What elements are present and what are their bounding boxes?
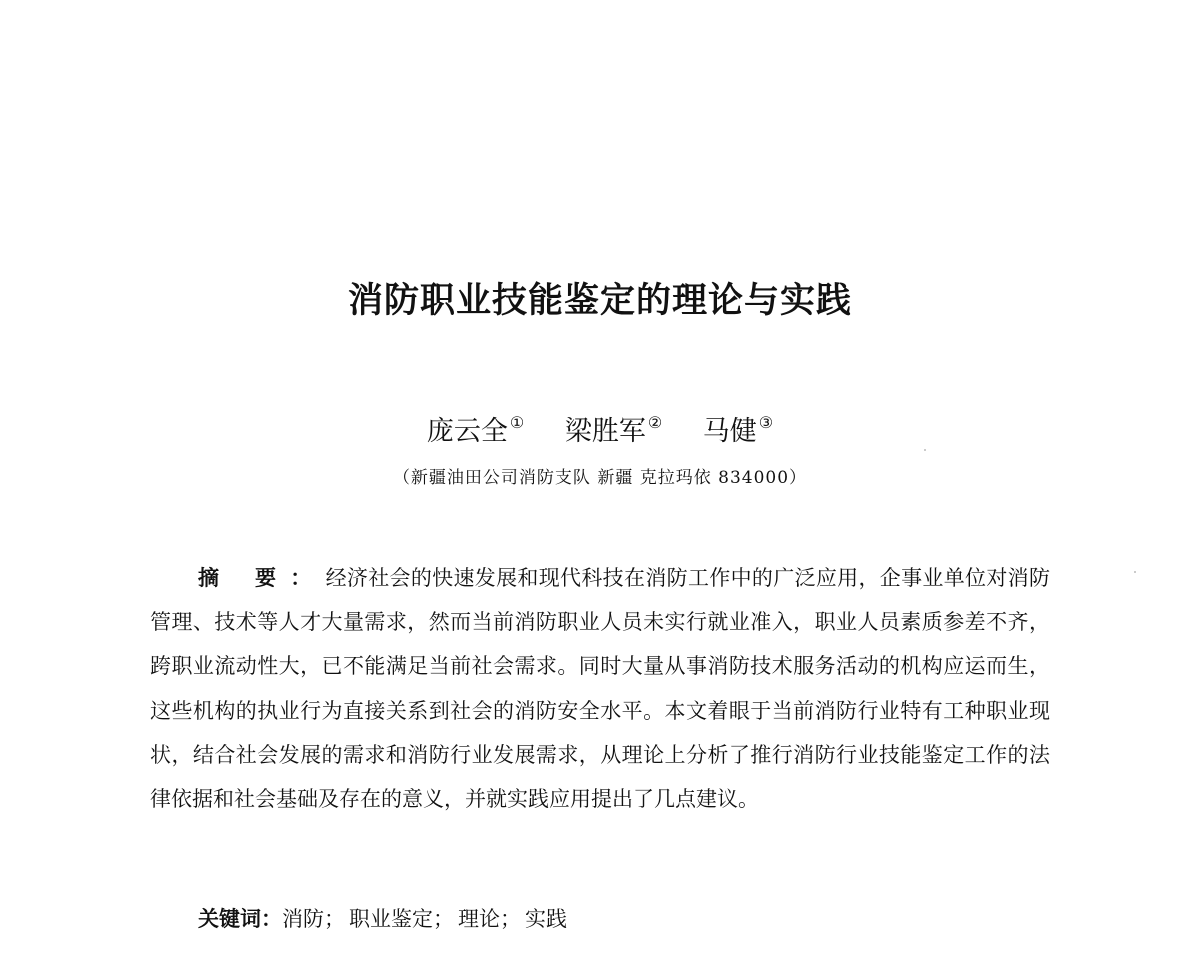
keyword-item: 实践 (525, 907, 567, 931)
keyword-item: 职业鉴定； (349, 907, 454, 931)
author-2 (565, 403, 662, 452)
paper-title: 消防职业技能鉴定的理论与实践 (347, 281, 852, 321)
abstract-text: 经济社会的快速发展和现代科技在消防工作中的广泛应用，企事业单位对消防管理、技术等人才大量需求，然而当前消防职业人员未实行就业准入，职业人员素质参差不齐，跨职业流动性大，已不能满足当前社会需求。同时大量从事消防技术服务活动的机构应运而生，这些机构的执业行为直接关系到社会的消防安全水平。本文着眼于当前消防行业特有工种职业现状，结合社会发展的需求和消防行业发展需求，从理论上分析了推行消防行业技能鉴定工作的法律依据和社会基础及存在的意义，并就实践应用提出了几点建议。 (150, 566, 1050, 812)
keywords-line (198, 897, 1050, 941)
author-1 (427, 403, 524, 452)
affiliation-mark: ③ (758, 413, 774, 432)
scan-speck (924, 449, 926, 451)
affiliation-mark: ② (647, 413, 663, 432)
author-name: 庞云全 (426, 416, 508, 447)
scan-speck (1134, 571, 1136, 573)
abstract-label: 摘 要： (198, 566, 326, 590)
author-name: 马健 (702, 416, 757, 447)
abstract-paragraph (150, 556, 1050, 821)
affiliation-mark: ① (509, 413, 525, 432)
keywords-label: 关键词： (198, 907, 282, 931)
keyword-item: 消防； (282, 907, 345, 931)
author-list (0, 403, 1200, 452)
author-3 (703, 403, 773, 452)
keyword-item: 理论； (458, 907, 521, 931)
author-name: 梁胜军 (564, 416, 646, 447)
author-affiliation: （新疆油田公司消防支队 新疆 克拉玛依 834000） (392, 468, 808, 488)
